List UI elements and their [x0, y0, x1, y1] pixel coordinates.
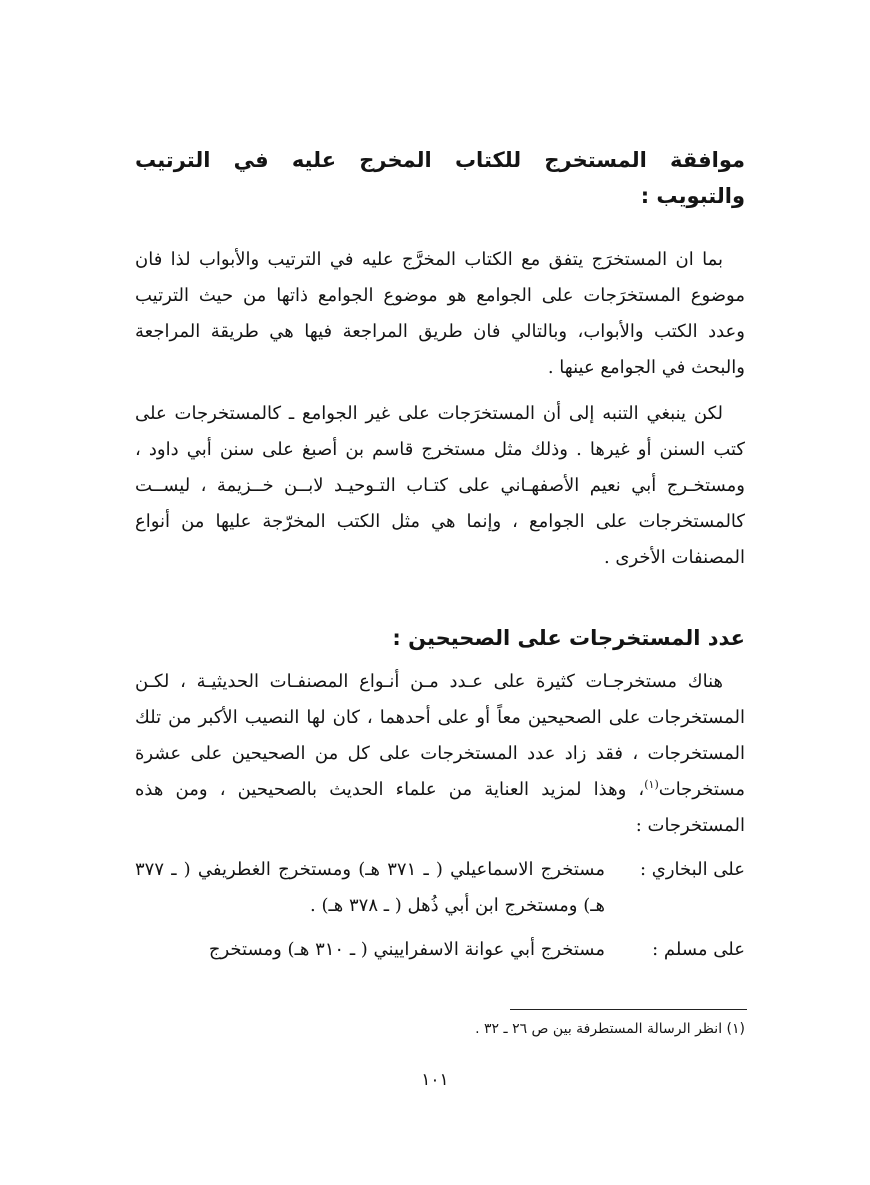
paragraph-count-tail: ، وهذا لمزيد العناية من علماء الحديث بالصحيحين ، ومن هذه المستخرجات :	[135, 779, 745, 836]
paragraph-count	[135, 664, 745, 844]
list-item-text: مستخرج الاسماعيلي ( ـ ٣٧١ هـ) ومستخرج الغطريفي ( ـ ٣٧٧ هـ) ومستخرج ابن أبي ذُهل ( ـ ٣٧٨ هـ) .	[135, 859, 605, 916]
section-heading-count: عدد المستخرجات على الصحيحين :	[392, 626, 745, 650]
list-item-text: مستخرج أبي عوانة الاسفراييني ( ـ ٣١٠ هـ) ومستخرج	[208, 939, 605, 960]
footnote-text: (١) انظر الرسالة المستطرفة بين ص ٢٦ ـ ٣٢ .	[475, 1021, 745, 1037]
page-number: ١٠١	[421, 1070, 449, 1090]
paragraph-count-main: هناك مستخرجـات كثيرة على عـدد مـن أنـواع المصنفـات الحديثيـة ، لكـن المستخرجات على الصحيحين معاً أو على أحدهما ، كان لها النصيب الأكبر من تلك المستخرجات ، فقد زاد عدد المستخرجات على كل من الصحيحين على عشرة مستخرجات	[135, 671, 745, 800]
list-item-label: على البخاري :	[639, 859, 745, 880]
footnote-divider	[510, 1009, 747, 1010]
paragraph-agreement-1: بما ان المستخرَج يتفق مع الكتاب المخرَّج عليه في الترتيب والأبواب لذا فان موضوع المستخرَجات على الجوامع هو موضوع الجوامع ذاتها من حيث الترتيب وعدد الكتب والأبواب، وبالتالي فان طريق المراجعة فيها هي طريقة المراجعة والبحث في الجوامع عينها .	[135, 249, 745, 378]
list-item-muslim	[135, 932, 745, 968]
section-heading-agreement: موافقة المستخرج للكتاب المخرج عليه في الترتيب والتبويب :	[135, 148, 745, 208]
list-item-bukhari	[135, 852, 745, 924]
page-body	[135, 142, 745, 968]
footnote-reference: (١)	[644, 778, 659, 791]
paragraph-agreement-2: لكن ينبغي التنبه إلى أن المستخرَجات على غير الجوامع ـ كالمستخرجات على كتب السنن أو غيرها . وذلك مثل مستخرج قاسم بن أصبغ على سنن أبي داود ، ومستخـرج أبي نعيم الأصفهـاني على كتـاب التـوحيـد لابــن خــزيمة ، ليســت كالمستخرجات على الجوامع ، وإنما هي مثل الكتب المخرّجة عليها من أنواع المصنفات الأخرى .	[135, 403, 745, 568]
list-item-label: على مسلم :	[652, 939, 745, 960]
